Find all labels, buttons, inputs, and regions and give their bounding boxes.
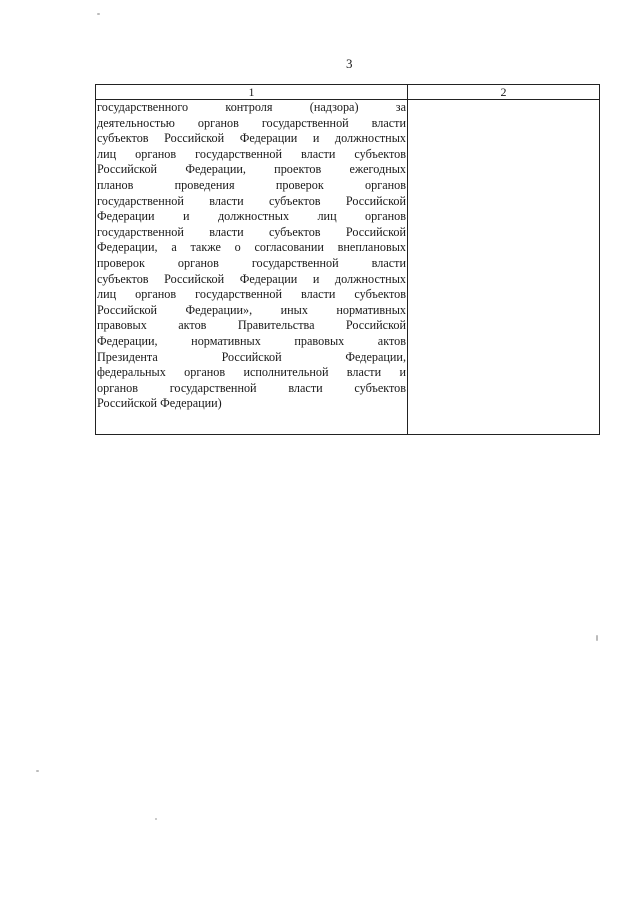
cell-1-line: государственной власти субъектов Российской bbox=[97, 193, 406, 208]
cell-1-line: Российской Федерации, проектов ежегодных bbox=[97, 162, 406, 177]
table-header-row bbox=[96, 85, 600, 100]
cell-1-line: деятельностью органов государственной власти bbox=[97, 115, 406, 130]
cell-1-line: Президента Российской Федерации, bbox=[97, 349, 406, 364]
document-table bbox=[95, 84, 600, 435]
cell-1-line: правовых актов Правительства Российской bbox=[97, 318, 406, 333]
cell-1-line: лиц органов государственной власти субъектов bbox=[97, 287, 406, 302]
cell-1-line: проверок органов государственной власти bbox=[97, 255, 406, 270]
cell-1-line: федеральных органов исполнительной власти и bbox=[97, 365, 406, 380]
column-2-header: 2 bbox=[408, 85, 600, 100]
scan-speck bbox=[36, 770, 39, 772]
table-row bbox=[96, 100, 600, 435]
cell-1-line: государственной власти субъектов Российской bbox=[97, 224, 406, 239]
cell-1-line: Российской Федерации) bbox=[97, 396, 222, 411]
cell-1-line: субъектов Российской Федерации и должностных bbox=[97, 131, 406, 146]
scan-speck bbox=[596, 635, 598, 641]
cell-1-line: органов государственной власти субъектов bbox=[97, 380, 406, 395]
scan-speck bbox=[155, 818, 157, 820]
cell-1-line: Федерации, нормативных правовых актов bbox=[97, 333, 406, 348]
cell-1-line: Федерации, а также о согласовании внеплановых bbox=[97, 240, 406, 255]
cell-1-line: планов проведения проверок органов bbox=[97, 177, 406, 192]
cell-1-line: Российской Федерации», иных нормативных bbox=[97, 302, 406, 317]
column-1-header: 1 bbox=[96, 85, 408, 100]
cell-1-line: Федерации и должностных лиц органов bbox=[97, 209, 406, 224]
table-cell-1 bbox=[96, 100, 408, 435]
cell-1-text bbox=[96, 100, 407, 412]
scan-speck bbox=[97, 13, 100, 15]
page-number: 3 bbox=[346, 56, 353, 71]
table-cell-2 bbox=[408, 100, 600, 435]
cell-1-line: субъектов Российской Федерации и должностных bbox=[97, 271, 406, 286]
cell-1-line: государственного контроля (надзора) за bbox=[97, 100, 406, 114]
cell-1-line: лиц органов государственной власти субъектов bbox=[97, 146, 406, 161]
